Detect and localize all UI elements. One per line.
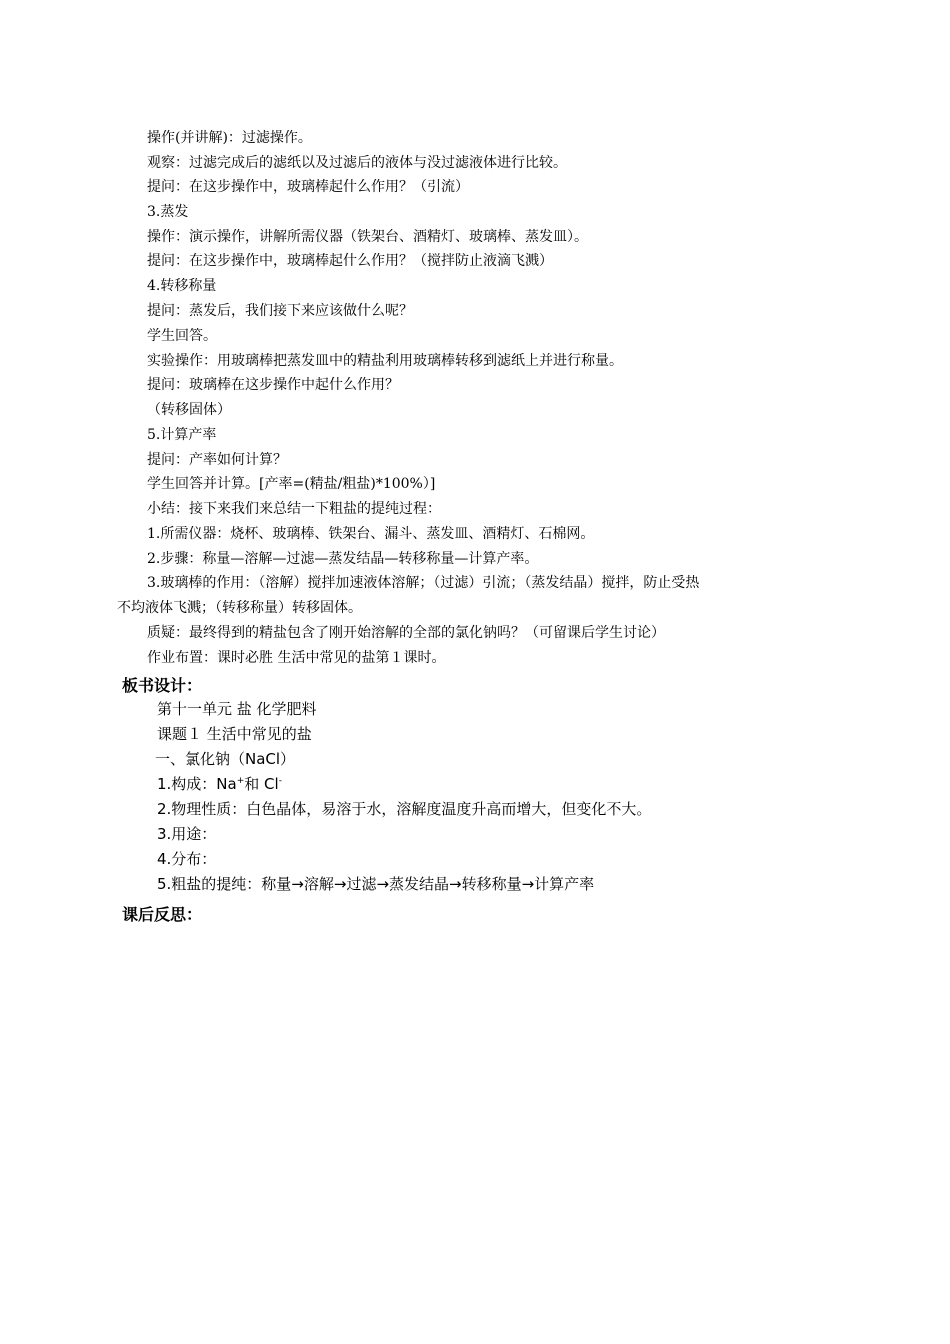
text-line: 1.所需仪器：烧杯、玻璃棒、铁架台、漏斗、蒸发皿、酒精灯、石棉网。 [147, 526, 595, 542]
text-line: 2.步骤：称量—溶解—过滤—蒸发结晶—转移称量—计算产率。 [147, 551, 539, 567]
text-line: 不均液体飞溅；（转移称量）转移固体。 [117, 600, 362, 616]
reflection-heading: 课后反思： [122, 905, 203, 924]
text-line: 提问：产率如何计算？ [147, 452, 287, 468]
cl-charge: - [278, 776, 282, 786]
text-line: 4.转移称量 [147, 278, 217, 294]
board-use: 3.用途： [157, 825, 217, 843]
composition-prefix: 1.构成：Na [157, 775, 237, 793]
board-design-heading: 板书设计： [122, 676, 203, 695]
board-purification: 5.粗盐的提纯：称量→溶解→过滤→蒸发结晶→转移称量→计算产率 [157, 875, 595, 893]
text-line: 3.玻璃棒的作用：（溶解）搅拌加速液体溶解；（过滤）引流；（蒸发结晶）搅拌，防止受热 [147, 575, 700, 591]
board-unit-title: 第十一单元 盐 化学肥料 [157, 700, 317, 718]
text-line: 提问：在这步操作中，玻璃棒起什么作用？（搅拌防止液滴飞溅） [147, 253, 553, 269]
text-line: 提问：玻璃棒在这步操作中起什么作用？ [147, 377, 399, 393]
text-line: 学生回答并计算。[产率=(精盐/粗盐)*100%）] [147, 476, 436, 492]
board-distribution: 4.分布： [157, 850, 217, 868]
board-physical-properties: 2.物理性质：白色晶体，易溶于水，溶解度温度升高而增大，但变化不大。 [157, 800, 652, 818]
text-line: 操作(并讲解)：过滤操作。 [147, 130, 312, 146]
board-section-title: 一、氯化钠（NaCl） [155, 750, 296, 768]
na-charge: + [236, 776, 245, 786]
text-line: 质疑：最终得到的精盐包含了刚开始溶解的全部的氯化钠吗？（可留课后学生讨论） [147, 625, 665, 641]
text-line: 作业布置：课时必胜 生活中常见的盐第１课时。 [147, 650, 446, 666]
text-line: 操作：演示操作，讲解所需仪器（铁架台、酒精灯、玻璃棒、蒸发皿）。 [147, 229, 588, 245]
composition-mid: 和 Cl [244, 775, 279, 793]
text-line: 3.蒸发 [147, 204, 189, 220]
text-line: 提问：在这步操作中，玻璃棒起什么作用？（引流） [147, 179, 469, 195]
text-line: 小结：接下来我们来总结一下粗盐的提纯过程： [147, 501, 441, 517]
board-lesson-title: 课题１ 生活中常见的盐 [157, 725, 312, 743]
text-line: 5.计算产率 [147, 427, 217, 443]
text-line: 学生回答。 [147, 328, 217, 344]
text-line: 实验操作：用玻璃棒把蒸发皿中的精盐利用玻璃棒转移到滤纸上并进行称量。 [147, 353, 623, 369]
text-line: 观察：过滤完成后的滤纸以及过滤后的液体与没过滤液体进行比较。 [147, 155, 567, 171]
text-line: （转移固体） [147, 402, 231, 418]
board-composition [157, 775, 282, 793]
text-line: 提问：蒸发后，我们接下来应该做什么呢？ [147, 303, 413, 319]
